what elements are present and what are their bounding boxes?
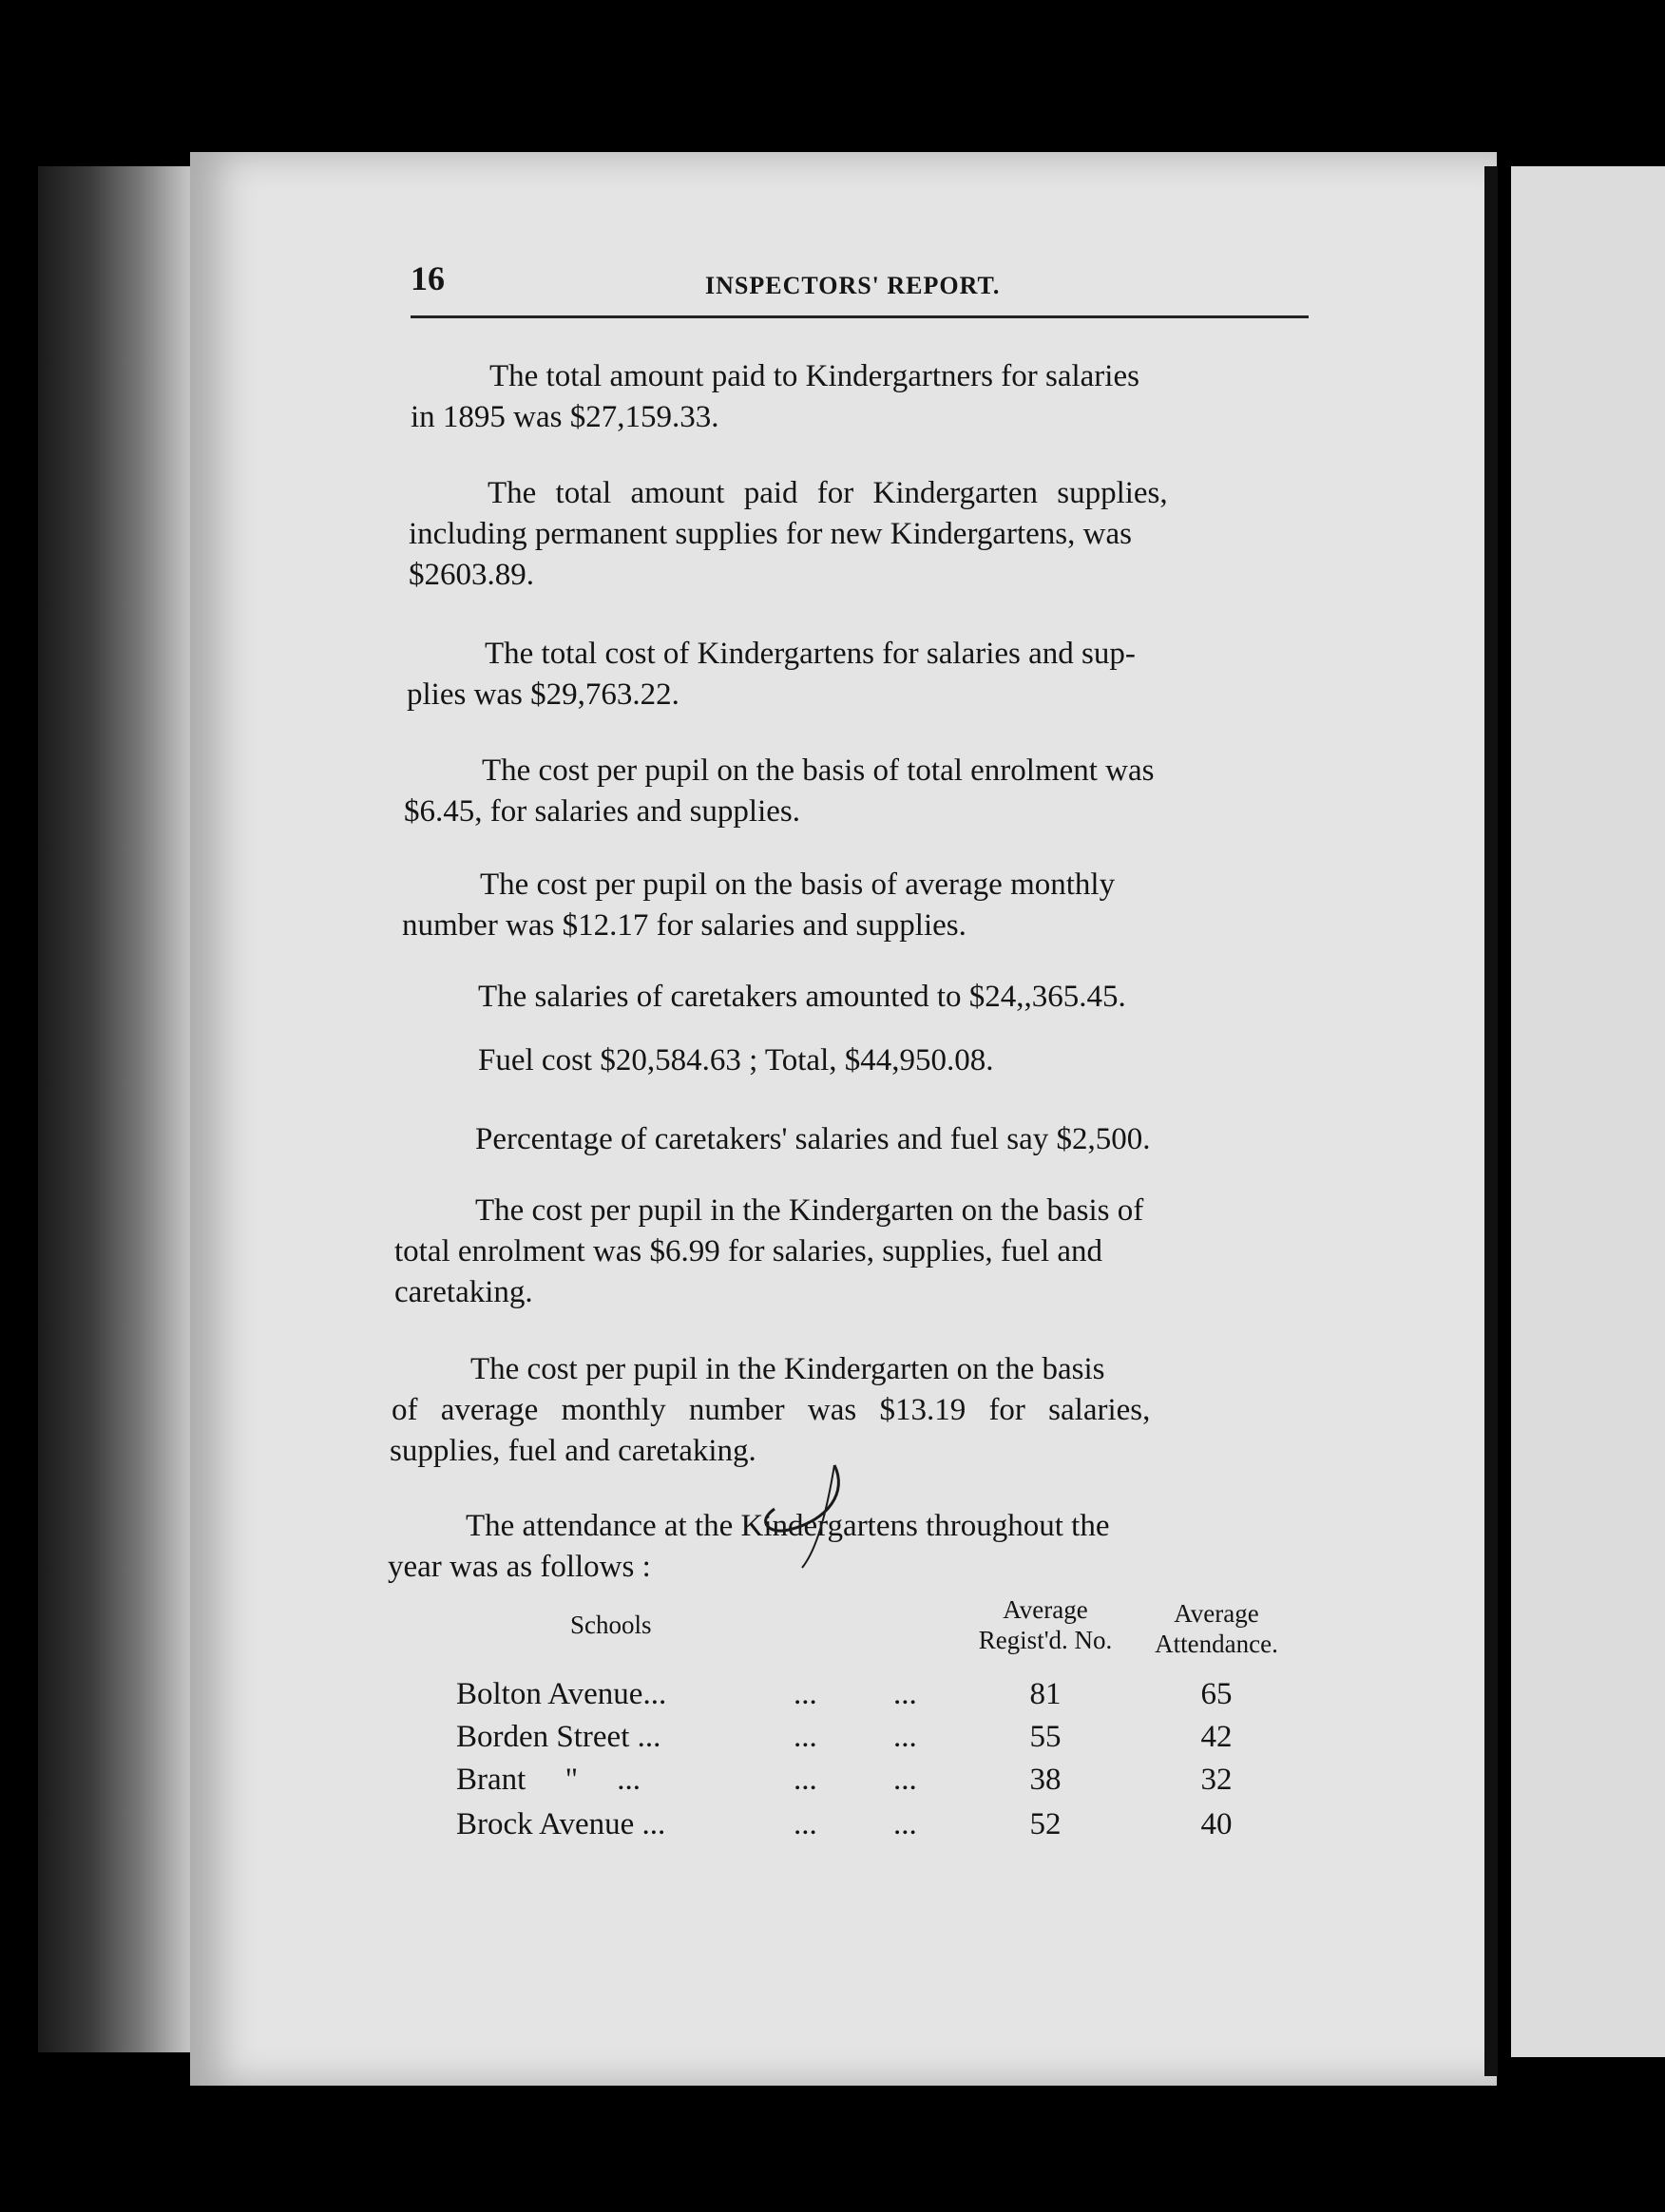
page-gutter bbox=[1484, 166, 1498, 2076]
leader-dots: ... bbox=[893, 1677, 917, 1711]
paragraph-2-line-2: including permanent supplies for new Kindergartens, was bbox=[409, 517, 1132, 551]
leader-dots: ... bbox=[794, 1763, 817, 1797]
paragraph-7-line-1: Fuel cost $20,584.63 ; Total, $44,950.08. bbox=[478, 1043, 994, 1077]
column-header-attendance bbox=[1140, 1598, 1292, 1659]
paragraph-1-line-2: in 1895 was $27,159.33. bbox=[411, 400, 719, 434]
leader-dots: ... bbox=[794, 1807, 817, 1841]
paragraph-11-line-1: The attendance at the Kindergartens throughout the bbox=[466, 1509, 1110, 1543]
page-number: 16 bbox=[411, 259, 445, 297]
pencil-annotation-mark bbox=[722, 1454, 931, 1596]
paragraph-2-line-1: The total amount paid for Kindergarten supplies, bbox=[488, 476, 1168, 510]
attendance-table bbox=[456, 1595, 1330, 1853]
paragraph-4-line-2: $6.45, for salaries and supplies. bbox=[404, 794, 800, 829]
paragraph-10-line-2: of average monthly number was $13.19 for salaries, bbox=[392, 1393, 1151, 1427]
school-name: Brock Avenue ... bbox=[456, 1807, 666, 1841]
paragraph-5-line-2: number was $12.17 for salaries and supplies. bbox=[402, 908, 966, 943]
average-attendance: 40 bbox=[1200, 1807, 1233, 1841]
school-name: Brant " ... bbox=[456, 1763, 641, 1797]
paragraph-10-line-3: supplies, fuel and caretaking. bbox=[390, 1434, 756, 1468]
paragraph-10-line-1: The cost per pupil in the Kindergarten on the basis bbox=[470, 1352, 1105, 1386]
paragraph-9-line-3: caretaking. bbox=[394, 1275, 533, 1309]
column-header-registered-line-2: Regist'd. No. bbox=[978, 1626, 1113, 1654]
column-header-attendance-line-2: Attendance. bbox=[1155, 1630, 1278, 1658]
paragraph-8-line-1: Percentage of caretakers' salaries and fuel say $2,500. bbox=[475, 1122, 1151, 1156]
page-header bbox=[411, 258, 1309, 318]
column-header-registered-line-1: Average bbox=[1003, 1595, 1088, 1624]
school-name: Borden Street ... bbox=[456, 1720, 661, 1754]
average-registered: 81 bbox=[1029, 1677, 1062, 1711]
facing-page-edge bbox=[1511, 166, 1665, 2057]
running-head: INSPECTORS' REPORT. bbox=[705, 272, 1001, 299]
paragraph-3-line-1: The total cost of Kindergartens for salaries and sup- bbox=[485, 637, 1136, 671]
column-header-schools: Schools bbox=[570, 1611, 652, 1639]
paragraph-5-line-1: The cost per pupil on the basis of average monthly bbox=[480, 868, 1116, 902]
column-header-registered bbox=[969, 1594, 1121, 1655]
paragraph-6-line-1: The salaries of caretakers amounted to $24,,365.45. bbox=[478, 980, 1126, 1014]
average-registered: 38 bbox=[1029, 1763, 1062, 1797]
table-row bbox=[456, 1720, 1330, 1762]
leader-dots: ... bbox=[893, 1807, 917, 1841]
average-registered: 52 bbox=[1029, 1807, 1062, 1841]
average-attendance: 65 bbox=[1200, 1677, 1233, 1711]
table-row bbox=[456, 1677, 1330, 1719]
paragraph-3-line-2: plies was $29,763.22. bbox=[407, 677, 679, 712]
leader-dots: ... bbox=[794, 1720, 817, 1754]
paragraph-9-line-2: total enrolment was $6.99 for salaries, supplies, fuel and bbox=[394, 1234, 1103, 1268]
leader-dots: ... bbox=[893, 1720, 917, 1754]
leader-dots: ... bbox=[794, 1677, 817, 1711]
school-name: Bolton Avenue... bbox=[456, 1677, 667, 1711]
average-attendance: 32 bbox=[1200, 1763, 1233, 1797]
average-registered: 55 bbox=[1029, 1720, 1062, 1754]
table-row bbox=[456, 1807, 1330, 1849]
paragraph-1-line-1: The total amount paid to Kindergartners for salaries bbox=[489, 359, 1139, 393]
paragraph-2-line-3: $2603.89. bbox=[409, 558, 534, 592]
column-header-attendance-line-1: Average bbox=[1174, 1599, 1259, 1628]
book-page-edges bbox=[38, 166, 209, 2052]
paragraph-11-line-2: year was as follows : bbox=[388, 1550, 651, 1584]
average-attendance: 42 bbox=[1200, 1720, 1233, 1754]
leader-dots: ... bbox=[893, 1763, 917, 1797]
paragraph-4-line-1: The cost per pupil on the basis of total enrolment was bbox=[482, 753, 1155, 788]
table-row bbox=[456, 1763, 1330, 1804]
paragraph-9-line-1: The cost per pupil in the Kindergarten on the basis of bbox=[475, 1193, 1144, 1228]
